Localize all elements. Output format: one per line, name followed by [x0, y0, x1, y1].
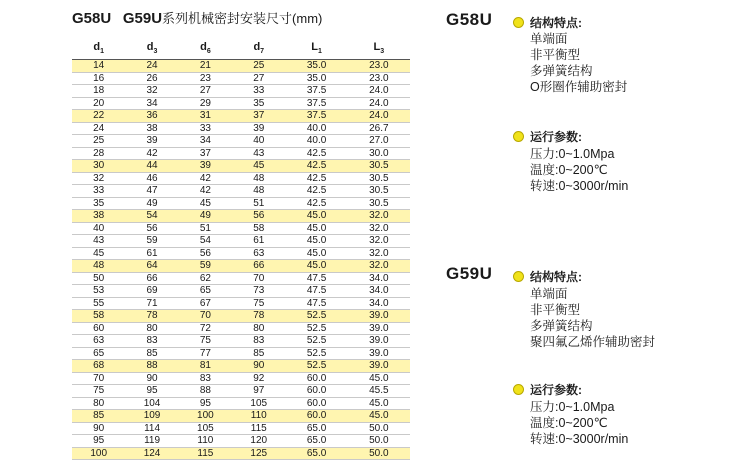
g58u-feature-item: 多弹簧结构	[530, 64, 593, 78]
table-cell: 45.0	[285, 222, 347, 235]
table-cell: 100	[179, 410, 232, 423]
table-cell: 37.5	[285, 110, 347, 123]
table-row	[72, 110, 410, 123]
model-g59u-label: G59U	[446, 264, 493, 283]
table-cell: 47.5	[285, 272, 347, 285]
table-cell: 45.0	[285, 235, 347, 248]
table-row	[72, 197, 410, 210]
table-cell: 64	[125, 260, 178, 273]
bullet-icon	[513, 17, 524, 28]
table-cell: 52.5	[285, 347, 347, 360]
table-cell: 50	[72, 272, 125, 285]
table-cell: 45.5	[348, 385, 410, 398]
table-cell: 25	[72, 135, 125, 148]
table-cell: 38	[125, 122, 178, 135]
table-cell: 45.0	[285, 260, 347, 273]
table-cell: 35	[232, 97, 285, 110]
dimension-table	[72, 40, 410, 460]
table-cell: 65.0	[285, 422, 347, 435]
table-cell: 88	[179, 385, 232, 398]
table-cell: 60	[72, 322, 125, 335]
g59u-feature-item: 多弹簧结构	[530, 319, 593, 333]
table-cell: 25	[232, 60, 285, 73]
g59u-features-title: 结构特点:	[530, 270, 582, 284]
table-cell: 80	[232, 322, 285, 335]
table-row	[72, 435, 410, 448]
table-row	[72, 285, 410, 298]
g59u-param-item: 压力:0~1.0Mpa	[530, 400, 615, 414]
table-cell: 37	[232, 110, 285, 123]
table-cell: 30.0	[348, 147, 410, 160]
table-cell: 92	[232, 372, 285, 385]
table-cell: 125	[232, 447, 285, 460]
table-row	[72, 235, 410, 248]
column-header-subscript: 7	[260, 48, 265, 56]
table-row	[72, 372, 410, 385]
table-cell: 68	[72, 360, 125, 373]
table-cell: 53	[72, 285, 125, 298]
table-cell: 26	[125, 72, 178, 85]
table-cell: 23.0	[348, 72, 410, 85]
table-cell: 43	[232, 147, 285, 160]
g58u-feature-item: 单端面	[530, 32, 568, 46]
table-cell: 124	[125, 447, 178, 460]
table-cell: 45.0	[285, 210, 347, 223]
table-cell: 32.0	[348, 210, 410, 223]
table-cell: 60.0	[285, 410, 347, 423]
table-row	[72, 335, 410, 348]
table-cell: 39	[232, 122, 285, 135]
g59u-feature-item: 聚四氟乙烯作辅助密封	[530, 335, 656, 349]
table-cell: 45.0	[285, 247, 347, 260]
table-cell: 104	[125, 397, 178, 410]
table-cell: 30.5	[348, 160, 410, 173]
table-row	[72, 347, 410, 360]
g58u-features-list	[530, 31, 627, 95]
column-header-subscript: 1	[100, 48, 104, 56]
table-row	[72, 172, 410, 185]
table-cell: 31	[179, 110, 232, 123]
table-cell: 83	[179, 372, 232, 385]
bullet-icon	[513, 384, 524, 395]
table-cell: 97	[232, 385, 285, 398]
table-cell: 109	[125, 410, 178, 423]
table-cell: 34.0	[348, 285, 410, 298]
table-row	[72, 397, 410, 410]
table-row	[72, 360, 410, 373]
table-cell: 56	[179, 247, 232, 260]
table-cell: 30.5	[348, 197, 410, 210]
table-cell: 36	[125, 110, 178, 123]
table-cell: 85	[125, 347, 178, 360]
table-cell: 33	[179, 122, 232, 135]
table-cell: 75	[72, 385, 125, 398]
table-cell: 49	[125, 197, 178, 210]
table-cell: 85	[72, 410, 125, 423]
table-cell: 22	[72, 110, 125, 123]
column-header-subscript: 6	[206, 48, 211, 56]
table-cell: 47	[125, 185, 178, 198]
table-cell: 95	[179, 397, 232, 410]
table-cell: 110	[179, 435, 232, 448]
table-cell: 24	[125, 60, 178, 73]
column-header	[125, 40, 178, 60]
table-cell: 83	[232, 335, 285, 348]
table-cell: 46	[125, 172, 178, 185]
table-cell: 72	[179, 322, 232, 335]
table-cell: 67	[179, 297, 232, 310]
table-cell: 33	[72, 185, 125, 198]
column-header-base: d	[93, 40, 101, 53]
g59u-feature-item: 单端面	[530, 287, 568, 301]
g59u-params-title: 运行参数:	[530, 383, 582, 397]
table-cell: 39.0	[348, 322, 410, 335]
table-cell: 65.0	[285, 447, 347, 460]
table-cell: 90	[72, 422, 125, 435]
table-cell: 44	[125, 160, 178, 173]
column-header-subscript: 3	[153, 48, 158, 56]
table-cell: 95	[72, 435, 125, 448]
table-row	[72, 385, 410, 398]
table-cell: 52.5	[285, 360, 347, 373]
table-cell: 48	[232, 185, 285, 198]
column-header-subscript: 3	[380, 48, 385, 56]
table-cell: 75	[232, 297, 285, 310]
table-cell: 54	[125, 210, 178, 223]
table-cell: 85	[232, 347, 285, 360]
table-cell: 24	[72, 122, 125, 135]
table-cell: 56	[125, 222, 178, 235]
table-cell: 42	[179, 172, 232, 185]
table-cell: 42.5	[285, 172, 347, 185]
bullet-icon	[513, 131, 524, 142]
table-cell: 61	[125, 247, 178, 260]
table-cell: 88	[125, 360, 178, 373]
table-cell: 42.5	[285, 197, 347, 210]
table-cell: 24.0	[348, 97, 410, 110]
table-cell: 90	[232, 360, 285, 373]
g58u-params-list	[530, 146, 628, 194]
table-cell: 34.0	[348, 272, 410, 285]
table-cell: 45	[232, 160, 285, 173]
table-cell: 28	[72, 147, 125, 160]
table-cell: 49	[179, 210, 232, 223]
table-cell: 34.0	[348, 297, 410, 310]
table-cell: 119	[125, 435, 178, 448]
table-cell: 24.0	[348, 85, 410, 98]
table-row	[72, 72, 410, 85]
table-row	[72, 222, 410, 235]
table-cell: 81	[179, 360, 232, 373]
g59u-params-list	[530, 399, 628, 447]
table-cell: 35.0	[285, 60, 347, 73]
table-cell: 105	[232, 397, 285, 410]
table-cell: 65	[72, 347, 125, 360]
table-cell: 61	[232, 235, 285, 248]
table-cell: 37.5	[285, 97, 347, 110]
table-cell: 58	[232, 222, 285, 235]
table-cell: 30.5	[348, 172, 410, 185]
g59u-param-item: 温度:0~200℃	[530, 416, 608, 430]
table-row	[72, 297, 410, 310]
bullet-icon	[513, 271, 524, 282]
table-cell: 114	[125, 422, 178, 435]
table-cell: 47.5	[285, 297, 347, 310]
table-cell: 14	[72, 60, 125, 73]
column-header	[179, 40, 232, 60]
column-header-base: d	[146, 40, 154, 53]
table-cell: 35	[72, 197, 125, 210]
column-header-base: d	[253, 40, 261, 53]
table-cell: 30.5	[348, 185, 410, 198]
page-title	[72, 8, 322, 27]
g58u-param-item: 温度:0~200℃	[530, 163, 608, 177]
table-cell: 39	[179, 160, 232, 173]
table-cell: 42.5	[285, 147, 347, 160]
table-cell: 23.0	[348, 60, 410, 73]
table-cell: 42	[125, 147, 178, 160]
table-cell: 40.0	[285, 135, 347, 148]
table-cell: 50.0	[348, 422, 410, 435]
table-cell: 77	[179, 347, 232, 360]
table-cell: 95	[125, 385, 178, 398]
table-cell: 34	[179, 135, 232, 148]
table-row	[72, 97, 410, 110]
table-cell: 66	[232, 260, 285, 273]
g58u-params-heading	[513, 128, 582, 145]
model-g58u-label: G58U	[446, 10, 493, 29]
table-cell: 48	[72, 260, 125, 273]
table-cell: 32.0	[348, 260, 410, 273]
table-cell: 42	[179, 185, 232, 198]
column-header	[232, 40, 285, 60]
table-cell: 45.0	[348, 372, 410, 385]
table-cell: 75	[179, 335, 232, 348]
g58u-feature-item: O形圈作辅助密封	[530, 80, 628, 94]
table-cell: 40.0	[285, 122, 347, 135]
table-cell: 18	[72, 85, 125, 98]
title-model-b: G59U	[122, 10, 163, 27]
table-cell: 27	[232, 72, 285, 85]
table-cell: 60.0	[285, 397, 347, 410]
table-cell: 37	[179, 147, 232, 160]
table-row	[72, 85, 410, 98]
g58u-params-title: 运行参数:	[530, 130, 582, 144]
table-cell: 51	[179, 222, 232, 235]
table-cell: 35.0	[285, 72, 347, 85]
table-row	[72, 410, 410, 423]
table-cell: 45.0	[348, 410, 410, 423]
table-cell: 45.0	[348, 397, 410, 410]
column-header-base: L	[311, 40, 318, 53]
table-cell: 52.5	[285, 322, 347, 335]
table-cell: 32.0	[348, 247, 410, 260]
table-cell: 115	[179, 447, 232, 460]
table-cell: 73	[232, 285, 285, 298]
table-cell: 39.0	[348, 360, 410, 373]
column-header	[72, 40, 125, 60]
table-cell: 45	[72, 247, 125, 260]
column-header-base: d	[200, 40, 207, 53]
table-row	[72, 147, 410, 160]
table-cell: 32.0	[348, 235, 410, 248]
table-cell: 71	[125, 297, 178, 310]
table-cell: 50.0	[348, 435, 410, 448]
table-cell: 83	[125, 335, 178, 348]
table-cell: 30	[72, 160, 125, 173]
table-cell: 32.0	[348, 222, 410, 235]
column-header	[285, 40, 347, 60]
table-cell: 50.0	[348, 447, 410, 460]
table-cell: 27.0	[348, 135, 410, 148]
table-cell: 21	[179, 60, 232, 73]
table-cell: 51	[232, 197, 285, 210]
table-cell: 52.5	[285, 335, 347, 348]
table-cell: 100	[72, 447, 125, 460]
table-cell: 43	[72, 235, 125, 248]
table-cell: 40	[232, 135, 285, 148]
table-row	[72, 160, 410, 173]
table-cell: 70	[179, 310, 232, 323]
table-cell: 27	[179, 85, 232, 98]
table-cell: 63	[72, 335, 125, 348]
table-cell: 39.0	[348, 347, 410, 360]
table-cell: 45	[179, 197, 232, 210]
g59u-features-heading	[513, 268, 582, 285]
table-cell: 56	[232, 210, 285, 223]
table-cell: 78	[232, 310, 285, 323]
title-text: 系列机械密封安装尺寸(mm)	[162, 11, 323, 26]
table-cell: 38	[72, 210, 125, 223]
table-header-row	[72, 40, 410, 60]
table-cell: 39.0	[348, 310, 410, 323]
table-cell: 120	[232, 435, 285, 448]
table-cell: 39	[125, 135, 178, 148]
table-cell: 60.0	[285, 372, 347, 385]
table-cell: 24.0	[348, 110, 410, 123]
g58u-features-title: 结构特点:	[530, 16, 582, 30]
column-header-subscript: 1	[317, 48, 322, 56]
table-row	[72, 210, 410, 223]
table-row	[72, 185, 410, 198]
table-cell: 105	[179, 422, 232, 435]
table-cell: 37.5	[285, 85, 347, 98]
table-cell: 48	[232, 172, 285, 185]
table-cell: 66	[125, 272, 178, 285]
table-cell: 32	[125, 85, 178, 98]
table-row	[72, 122, 410, 135]
table-cell: 58	[72, 310, 125, 323]
table-cell: 16	[72, 72, 125, 85]
table-cell: 59	[179, 260, 232, 273]
g58u-feature-item: 非平衡型	[530, 48, 581, 62]
table-cell: 34	[125, 97, 178, 110]
table-cell: 20	[72, 97, 125, 110]
g58u-param-item: 压力:0~1.0Mpa	[530, 147, 615, 161]
table-row	[72, 310, 410, 323]
table-cell: 60.0	[285, 385, 347, 398]
table-cell: 42.5	[285, 160, 347, 173]
g59u-features-list	[530, 286, 655, 350]
table-cell: 69	[125, 285, 178, 298]
table-cell: 26.7	[348, 122, 410, 135]
table-row	[72, 447, 410, 460]
title-model-a: G58U	[72, 10, 112, 27]
table-cell: 63	[232, 247, 285, 260]
g59u-param-item: 转速:0~3000r/min	[530, 432, 629, 446]
table-cell: 54	[179, 235, 232, 248]
table-body	[72, 60, 410, 460]
table-row	[72, 272, 410, 285]
g59u-feature-item: 非平衡型	[530, 303, 581, 317]
table-row	[72, 247, 410, 260]
table-row	[72, 260, 410, 273]
table-cell: 23	[179, 72, 232, 85]
table-cell: 32	[72, 172, 125, 185]
g59u-params-heading	[513, 381, 582, 398]
table-cell: 29	[179, 97, 232, 110]
table-cell: 110	[232, 410, 285, 423]
table-cell: 52.5	[285, 310, 347, 323]
table-cell: 33	[232, 85, 285, 98]
table-cell: 47.5	[285, 285, 347, 298]
table-cell: 40	[72, 222, 125, 235]
table-cell: 80	[72, 397, 125, 410]
g58u-features-heading	[513, 14, 582, 31]
table-row	[72, 422, 410, 435]
table-cell: 62	[179, 272, 232, 285]
column-header-base: L	[373, 40, 381, 53]
table-cell: 115	[232, 422, 285, 435]
table-cell: 55	[72, 297, 125, 310]
table-cell: 70	[232, 272, 285, 285]
table-cell: 65	[179, 285, 232, 298]
table-cell: 90	[125, 372, 178, 385]
table-cell: 78	[125, 310, 178, 323]
table-cell: 70	[72, 372, 125, 385]
table-cell: 42.5	[285, 185, 347, 198]
table-row	[72, 322, 410, 335]
table-cell: 59	[125, 235, 178, 248]
g58u-param-item: 转速:0~3000r/min	[530, 179, 629, 193]
table-cell: 80	[125, 322, 178, 335]
table-row	[72, 60, 410, 73]
table-cell: 65.0	[285, 435, 347, 448]
column-header	[348, 40, 410, 60]
table-row	[72, 135, 410, 148]
table-cell: 39.0	[348, 335, 410, 348]
